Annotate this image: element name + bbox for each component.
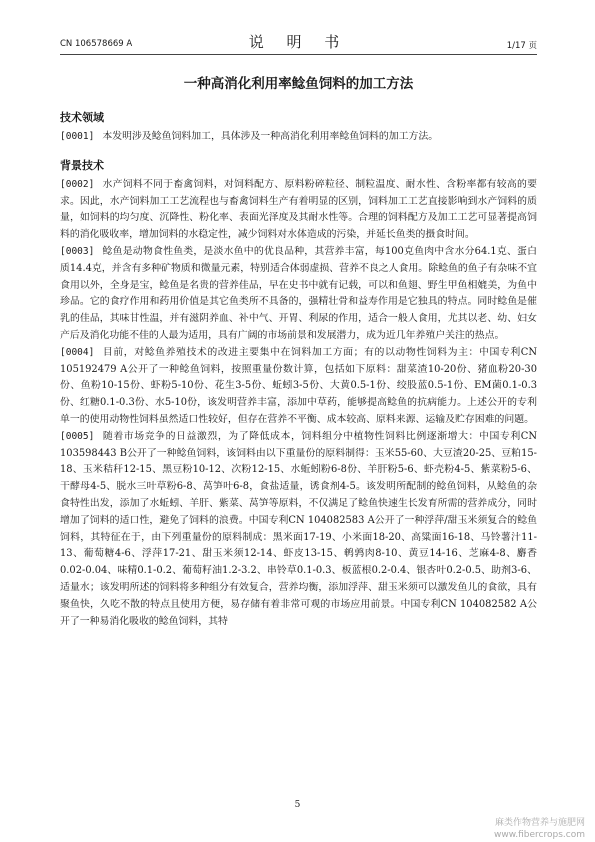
watermark-line-2: www.fibercrops.com [494, 830, 585, 840]
paragraph-number: [0004] [60, 346, 95, 358]
paragraph-text: 随着市场竞争的日益激烈，为了降低成本，饲料组分中植物性饲料比例逐渐增大：中国专利CN 103598443 B公开了一种鲶鱼饲料，该饲料由以下重量份的原料制得：玉米55-60、大豆渣20-25、豆粕15-18、玉米秸秆12-15、黑豆粉10-12、次粉12-15、水蚯蚓粉6-8份、羊肝粉5-6、虾壳粉4-5、紫菜粉5-6、干酵母4-5、脱水三叶草粉6-8、莴笋叶6-8，食盐适量，诱食剂4-5。该发明所配制的鲶鱼饲料，从鲶鱼的杂食特性出发，添加了水蚯蚓、羊肝、紫菜、莴笋等原料，不仅满足了鲶鱼快速生长发育所需的营养成分，同时增加了饲料的适口性，避免了饲料的浪费。中国专利CN 104082583 A公开了一种浮萍/甜玉米须复合的鲶鱼饲料，其特征在于，由下列重量份的原料制成：黑米面17-19、小米面18-20、高粱面16-18、马铃薯汁11-13、葡萄糖4-6、浮萍17-21、甜玉米须12-14、虾皮13-15、鹌鹑肉8-10、黄豆14-16、芝麻4-8、麝香0.02-0.04、味精0.1-0.2、葡萄籽油1.2-3.2、串铃草0.1-0.3、板蓝根0.2-0.4、银杏叶0.2-0.5、助剂3-6、适量水；该发明所述的饲料将多种组分有效复合，营养均衡，添加浮萍、甜玉米须可以激发鱼儿的食欲，具有聚鱼快，久吃不散的特点且使用方便，易存储有着非常可观的市场应用前景。中国专利CN 104082582 A公开了一种易消化吸收的鲶鱼饲料，其特 [60, 430, 537, 627]
watermark-line-1: 麻类作物营养与施肥网 [494, 818, 585, 828]
paragraph [60, 129, 537, 146]
page-counter: 1/17 页 [506, 41, 537, 51]
document-title: 一种高消化利用率鲶鱼饲料的加工方法 [183, 76, 414, 92]
paragraph-number: [0002] [60, 178, 95, 190]
publication-number: CN 106578669 A [60, 39, 133, 49]
paragraph-text: 本发明涉及鲶鱼饲料加工，具体涉及一种高消化利用率鲶鱼饲料的加工方法。 [102, 131, 439, 142]
section-heading-tech-field: 技术领域 [60, 111, 104, 124]
page-header [60, 28, 537, 55]
paragraph [60, 244, 537, 345]
paragraph-text: 目前，对鲶鱼养殖技术的改进主要集中在饲料加工方面；有的以动物性饲料为主：中国专利CN 105192479 A公开了一种鲶鱼饲料，按照重量份数计算，包括如下原料：甜菜渣10-20份、猪血粉20-30份、鱼粉10-15份、虾粉5-10份、花生3-5份、蚯蚓3-5份、大黄0.5-1份、绞股蓝0.5-1份、EM菌0.1-0.3份、红糖0.1-0.3份、水5-10份，该发明营养丰富，添加中草药，能够提高鲶鱼的抗病能力。上述公开的专利单一的使用动物性饲料虽然适口性较好，但存在营养不平衡、成本较高、原料来源、运输及贮存困难的问题。 [60, 346, 537, 425]
document-body [60, 110, 537, 630]
page-number: 5 [294, 800, 301, 810]
section-heading-background: 背景技术 [60, 158, 104, 172]
paragraph-number: [0003] [60, 245, 95, 257]
paragraph-number: [0001] [60, 131, 95, 142]
paragraph [60, 177, 537, 244]
paragraph-text: 水产饲料不同于畜禽饲料，对饲料配方、原料粉碎粒径、制粒温度、耐水性、含粉率都有较高的要求。因此，水产饲料加工工艺流程也与畜禽饲料生产有着明显的区别，饲料加工工艺直接影响到水产饲料的质量，如饲料的均匀度、沉降性、粉化率、表面光泽度及其耐水性等。合理的饲料配方及加工工艺可显著提高饲料的消化吸收率，增加饲料的水稳定性，减少饲料对水体造成的污染，并延长鱼类的摄食时间。 [60, 178, 537, 241]
paragraph-text: 鲶鱼是动物食性鱼类，是淡水鱼中的优良品种，其营养丰富，每100克鱼肉中含水分64.1克、蛋白质14.4克，并含有多种矿物质和微量元素，特别适合体弱虚损、营养不良之人食用。除鲶鱼的鱼子有杂味不宜食用以外，全身是宝，鲶鱼是名贵的营养佳品，早在史书中就有记载，可以和鱼翅、野生甲鱼相媲美，为鱼中珍品。它的食疗作用和药用价值是其它鱼类所不具备的，强精壮骨和益寿作用是它独具的特点。同时鲶鱼是催乳的佳品，其味甘性温，并有滋阴养血、补中气、开胃、利尿的作用，适合一般人食用，尤其以老、幼、妇女产后及消化功能不佳的人最为适用，具有广阔的市场前景和发展潜力，成为近几年养殖户关注的热点。 [60, 245, 537, 341]
paragraph [60, 429, 537, 631]
paragraph [60, 345, 537, 429]
paragraph-number: [0005] [60, 430, 95, 442]
document-type: 说 明 书 [248, 33, 349, 51]
watermark [494, 817, 585, 841]
